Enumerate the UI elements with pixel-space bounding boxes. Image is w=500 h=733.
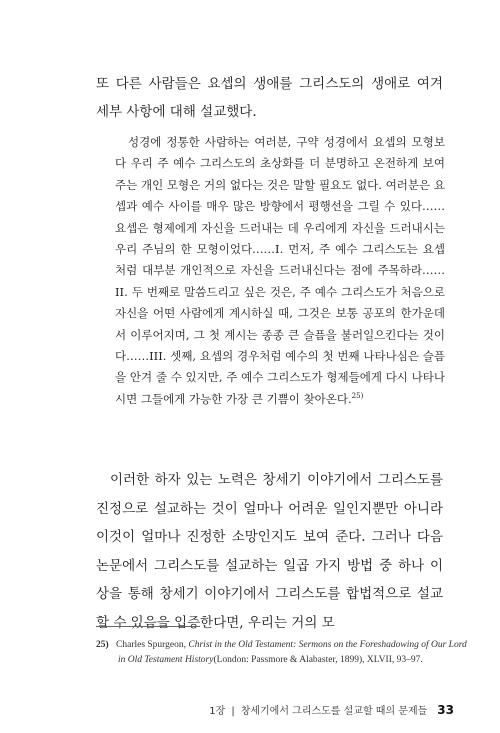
block-quote	[115, 132, 445, 410]
block-quote-text	[115, 132, 445, 410]
running-title: 창세기에서 그리스도를 설교할 때의 문제들	[240, 706, 428, 717]
body-paragraph	[96, 466, 443, 637]
footnote-publication: (London: Passmore & Alabaster, 1899), XLVII, 93‒97.	[213, 655, 423, 665]
running-footer	[209, 702, 454, 717]
footnote-author: Charles Spurgeon,	[116, 640, 187, 650]
footnote-reference[interactable]: 25)	[351, 392, 364, 401]
running-chapter: 1장	[209, 706, 226, 717]
running-separator: |	[231, 706, 235, 717]
body-paragraph-text: 이러한 하자 있는 노력은 창세기 이야기에서 그리스도를 진정으로 설교하는 것이 얼마나 어려운 일인지뿐만 아니라 이것이 얼마나 진정한 소망인지도 보여 준다. 그러나 다음 논문에서 그리스도를 설교하는 일곱 가지 방법 중 하나 이상을 통해 창세기 이야기에서 그리스도를 합법적으로 설교할 수 있음을 입증한다면, 우리는 거의 모	[96, 472, 443, 631]
intro-paragraph: 또 다른 사람들은 요셉의 생애를 그리스도의 생애로 여겨 세부 사항에 대해 설교했다.	[96, 76, 443, 120]
footnote-divider	[96, 626, 200, 627]
page-number: 33	[437, 703, 454, 717]
footnote	[96, 638, 468, 668]
footnote-title: Christ in the Old Testament: Sermons on the Foreshadowing of Our Lord in Old Testament History	[118, 640, 467, 665]
footnote-number: 25)	[96, 640, 109, 650]
block-quote-body: 성경에 정통한 사람하는 여러분, 구약 성경에서 요셉의 모형보다 우리 주 예수 그리스도의 초상화를 더 분명하고 온전하게 보여 주는 개인 모형은 거의 없다는 것은 말할 필요도 없다. 여러분은 요셉과 예수 사이를 매우 많은 방향에서 평행선을 그릴 수 있다……요셉은 형제에게 자신을 드러내는 데 우리에게 자신을 드러내시는 우리 주님의 한 모형이었다……I. 먼저, 주 예수 그리스도는 요셉처럼 대부분 개인적으로 자신을 드러내신다는 점에 주목하라……II. 두 번째로 말씀드리고 싶은 것은, 주 예수 그리스도가 처음으로 자신을 어떤 사람에게 계시하실 때, 그것은 보통 공포의 한가운데서 이루어지며, 그 첫 계시는 종종 큰 슬픔을 불러일으킨다는 것이다……III. 셋째, 요셉의 경우처럼 예수의 첫 번째 나타나심은 슬픔을 안겨 줄 수 있지만, 주 예수 그리스도가 형제들에게 다시 나타나시면 그들에게 가능한 가장 큰 기쁨이 찾아온다.	[115, 135, 445, 406]
